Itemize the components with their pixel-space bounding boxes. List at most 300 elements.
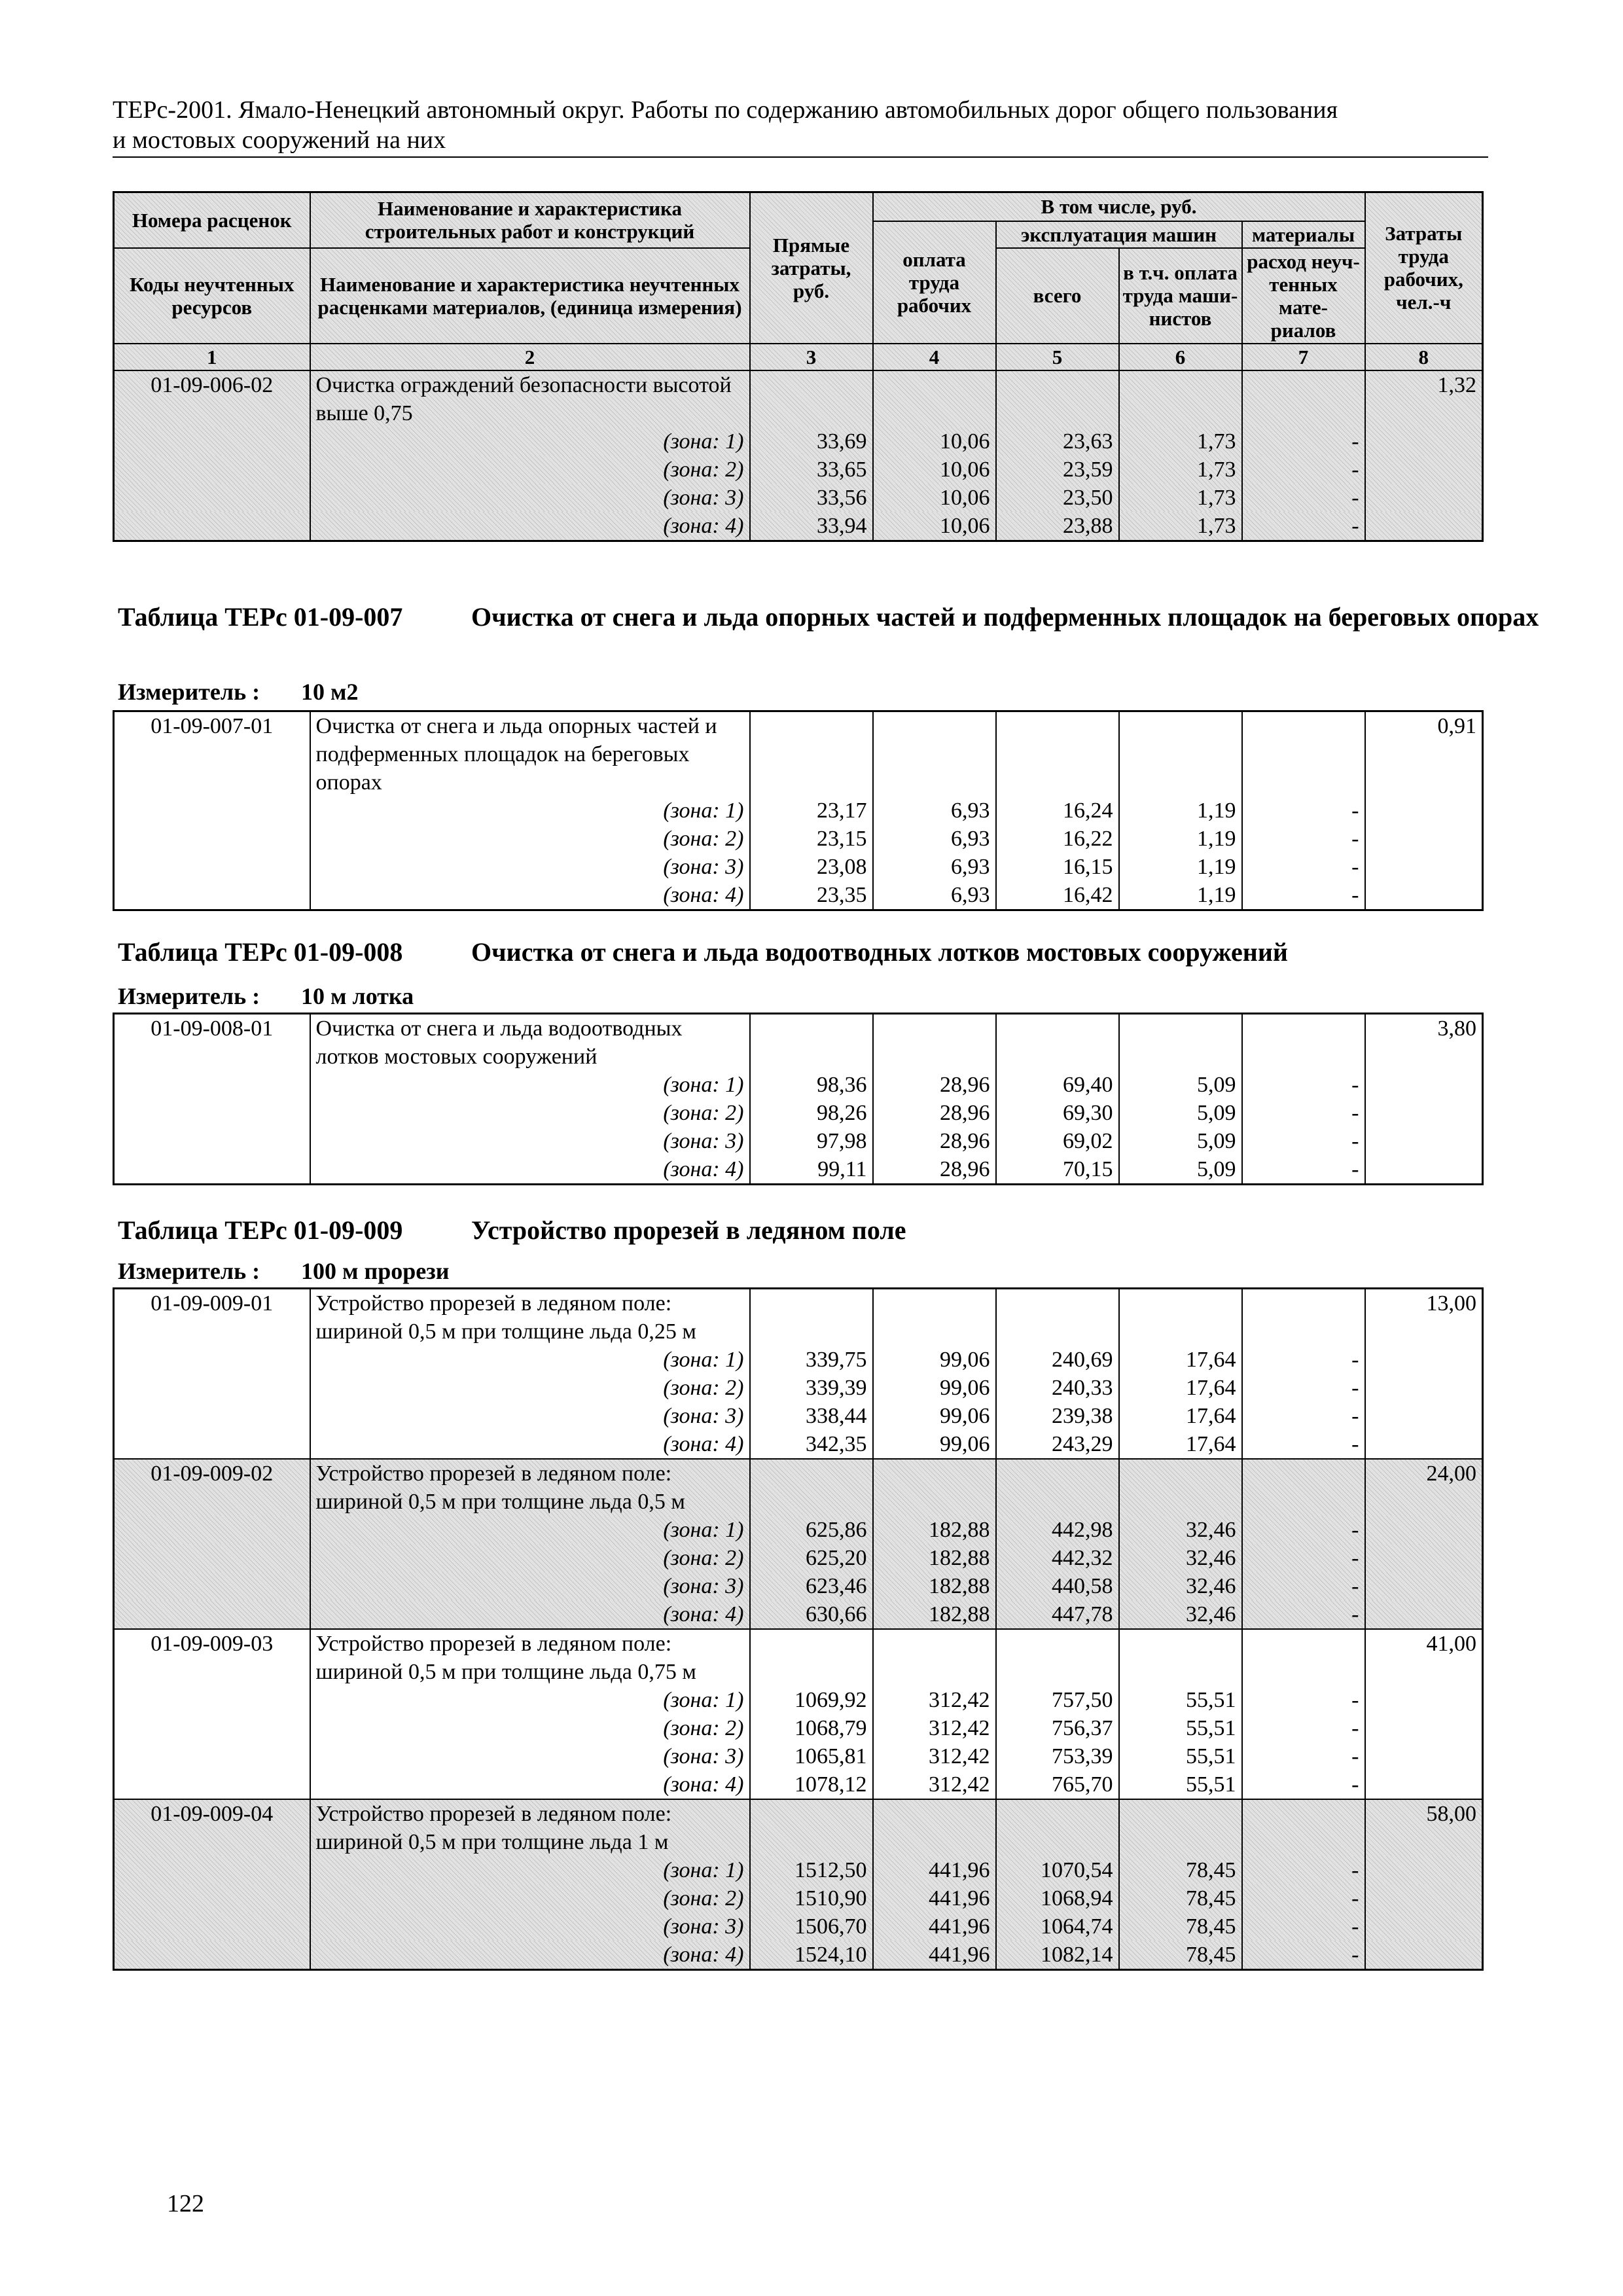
- empty-cell: [1242, 1799, 1365, 1856]
- zone-label: (зона: 2): [310, 456, 750, 484]
- empty-cell: [114, 512, 310, 541]
- empty-cell: [1119, 1799, 1242, 1856]
- empty-cell: [1365, 1402, 1483, 1430]
- empty-cell: [1365, 853, 1483, 881]
- zone-label: (зона: 3): [310, 1402, 750, 1430]
- empty-cell: [114, 825, 310, 853]
- machinists-wages: 78,45: [1119, 1884, 1242, 1912]
- empty-cell: [996, 1459, 1119, 1516]
- materials: -: [1242, 1770, 1365, 1799]
- empty-cell: [114, 1941, 310, 1970]
- zone-label: (зона: 1): [310, 1071, 750, 1099]
- wages: 6,93: [873, 797, 996, 825]
- rate-code: 01-09-008-01: [114, 1014, 310, 1071]
- materials: -: [1242, 427, 1365, 456]
- empty-cell: [1365, 1430, 1483, 1459]
- zone-row: [114, 1346, 1483, 1374]
- wages: 182,88: [873, 1600, 996, 1629]
- materials: -: [1242, 825, 1365, 853]
- direct-cost: 98,26: [750, 1099, 873, 1127]
- empty-cell: [1365, 1600, 1483, 1629]
- zone-label: (зона: 2): [310, 825, 750, 853]
- col-header-machines-group: эксплуатация машин: [996, 221, 1242, 248]
- empty-cell: [873, 711, 996, 797]
- empty-cell: [114, 1884, 310, 1912]
- wages: 10,06: [873, 456, 996, 484]
- wages: 182,88: [873, 1516, 996, 1544]
- machines-total: 756,37: [996, 1714, 1119, 1742]
- rate-name: Устройство прорезей в ледяном поле: шириной 0,5 м при толщине льда 0,75 м: [310, 1629, 750, 1686]
- direct-cost: 623,46: [750, 1572, 873, 1600]
- wages: 28,96: [873, 1071, 996, 1099]
- empty-cell: [1242, 711, 1365, 797]
- machines-total: 753,39: [996, 1742, 1119, 1770]
- materials: -: [1242, 1714, 1365, 1742]
- empty-cell: [114, 1856, 310, 1884]
- table-row: [114, 370, 1483, 427]
- zone-label: (зона: 1): [310, 1856, 750, 1884]
- wages: 6,93: [873, 853, 996, 881]
- empty-cell: [873, 1629, 996, 1686]
- zone-row: [114, 1912, 1483, 1941]
- col-header-direct: Прямые затраты, руб.: [750, 192, 873, 344]
- col-number: 1: [114, 344, 310, 370]
- materials: -: [1242, 1941, 1365, 1970]
- empty-cell: [1365, 1770, 1483, 1799]
- machinists-wages: 78,45: [1119, 1912, 1242, 1941]
- zone-label: (зона: 3): [310, 484, 750, 512]
- empty-cell: [1365, 1856, 1483, 1884]
- empty-cell: [996, 711, 1119, 797]
- zone-row: [114, 881, 1483, 910]
- empty-cell: [114, 1770, 310, 1799]
- direct-cost: 23,08: [750, 853, 873, 881]
- wages: 312,42: [873, 1770, 996, 1799]
- empty-cell: [996, 1289, 1119, 1346]
- labor-cost: 13,00: [1365, 1289, 1483, 1346]
- materials: -: [1242, 1544, 1365, 1572]
- page-header: [113, 95, 1488, 158]
- machines-total: 765,70: [996, 1770, 1119, 1799]
- empty-cell: [1365, 1912, 1483, 1941]
- zone-label: (зона: 4): [310, 1600, 750, 1629]
- machines-total: 447,78: [996, 1600, 1119, 1629]
- machinists-wages: 1,19: [1119, 797, 1242, 825]
- col-header-materials: расход неуч- тенных мате- риалов: [1242, 248, 1365, 344]
- rate-code: 01-09-007-01: [114, 711, 310, 797]
- direct-cost: 338,44: [750, 1402, 873, 1430]
- machines-total: 1082,14: [996, 1941, 1119, 1970]
- empty-cell: [114, 456, 310, 484]
- table-row: [114, 1014, 1483, 1071]
- col-header-codes: Номера расценок: [114, 192, 310, 248]
- wages: 28,96: [873, 1155, 996, 1185]
- col-header-name: Наименование и характеристика строительных работ и конструкций: [310, 192, 750, 248]
- empty-cell: [750, 711, 873, 797]
- empty-cell: [1365, 1544, 1483, 1572]
- machinists-wages: 1,73: [1119, 484, 1242, 512]
- zone-row: [114, 797, 1483, 825]
- empty-cell: [1365, 1884, 1483, 1912]
- materials: -: [1242, 1127, 1365, 1155]
- materials: -: [1242, 1155, 1365, 1185]
- direct-cost: 630,66: [750, 1600, 873, 1629]
- empty-cell: [114, 1572, 310, 1600]
- empty-cell: [996, 1629, 1119, 1686]
- empty-cell: [1365, 456, 1483, 484]
- measure-value: 10 м2: [301, 679, 359, 705]
- direct-cost: 23,17: [750, 797, 873, 825]
- col-header-machines-total: всего: [996, 248, 1119, 344]
- zone-label: (зона: 2): [310, 1544, 750, 1572]
- materials: -: [1242, 456, 1365, 484]
- empty-cell: [114, 427, 310, 456]
- col-number: 7: [1242, 344, 1365, 370]
- labor-cost: 58,00: [1365, 1799, 1483, 1856]
- wages: 441,96: [873, 1912, 996, 1941]
- rate-name: Очистка ограждений безопасности высотой выше 0,75: [310, 370, 750, 427]
- empty-cell: [1365, 1127, 1483, 1155]
- zone-row: [114, 1430, 1483, 1459]
- table-label: Таблица ТЕРс 01-09-007: [118, 602, 403, 632]
- materials: -: [1242, 1856, 1365, 1884]
- empty-cell: [114, 1374, 310, 1402]
- page-number: 122: [167, 2190, 204, 2217]
- zone-row: [114, 1770, 1483, 1799]
- materials: -: [1242, 797, 1365, 825]
- materials: -: [1242, 1402, 1365, 1430]
- direct-cost: 1510,90: [750, 1884, 873, 1912]
- wages: 99,06: [873, 1430, 996, 1459]
- empty-cell: [1365, 1374, 1483, 1402]
- zone-row: [114, 1742, 1483, 1770]
- table-row: [114, 1459, 1483, 1516]
- col-number: 6: [1119, 344, 1242, 370]
- col-header-wages: оплата труда рабочих: [873, 221, 996, 344]
- table-label: Таблица ТЕРс 01-09-009: [118, 1215, 403, 1245]
- table-name: Очистка от снега и льда опорных частей и подферменных площадок на береговых опорах: [471, 602, 1539, 632]
- rates-table: [113, 1287, 1484, 1971]
- zone-row: [114, 427, 1483, 456]
- machines-total: 240,33: [996, 1374, 1119, 1402]
- zone-row: [114, 484, 1483, 512]
- empty-cell: [114, 1155, 310, 1185]
- table-name: Устройство прорезей в ледяном поле: [471, 1215, 906, 1245]
- materials: -: [1242, 1430, 1365, 1459]
- empty-cell: [1365, 1686, 1483, 1714]
- zone-row: [114, 1544, 1483, 1572]
- labor-cost: 0,91: [1365, 711, 1483, 797]
- materials: -: [1242, 484, 1365, 512]
- empty-cell: [1365, 1071, 1483, 1099]
- wages: 182,88: [873, 1572, 996, 1600]
- empty-cell: [1365, 1572, 1483, 1600]
- col-number-row: [114, 344, 1483, 370]
- wages: 182,88: [873, 1544, 996, 1572]
- empty-cell: [1365, 1346, 1483, 1374]
- empty-cell: [1365, 512, 1483, 541]
- zone-label: (зона: 1): [310, 1346, 750, 1374]
- empty-cell: [996, 370, 1119, 427]
- col-header-group: В том числе, руб.: [873, 192, 1365, 221]
- wages: 99,06: [873, 1374, 996, 1402]
- machinists-wages: 5,09: [1119, 1071, 1242, 1099]
- empty-cell: [873, 370, 996, 427]
- machines-total: 16,24: [996, 797, 1119, 825]
- zone-label: (зона: 1): [310, 797, 750, 825]
- wages: 10,06: [873, 512, 996, 541]
- col-header-labor: Затраты труда рабочих, чел.-ч: [1365, 192, 1483, 344]
- wages: 312,42: [873, 1686, 996, 1714]
- zone-row: [114, 512, 1483, 541]
- empty-cell: [114, 1346, 310, 1374]
- materials: -: [1242, 1742, 1365, 1770]
- zone-row: [114, 825, 1483, 853]
- zone-label: (зона: 2): [310, 1099, 750, 1127]
- direct-cost: 339,75: [750, 1346, 873, 1374]
- page-header-line1: ТЕРс-2001. Ямало-Ненецкий автономный округ. Работы по содержанию автомобильных дорог общего пользования: [113, 96, 1338, 124]
- empty-cell: [1119, 370, 1242, 427]
- empty-cell: [1365, 484, 1483, 512]
- machinists-wages: 1,19: [1119, 881, 1242, 910]
- table-label: Таблица ТЕРс 01-09-008: [118, 937, 403, 967]
- direct-cost: 23,35: [750, 881, 873, 910]
- machinists-wages: 1,19: [1119, 825, 1242, 853]
- empty-cell: [873, 1014, 996, 1071]
- rates-table: [113, 710, 1484, 911]
- zone-row: [114, 1071, 1483, 1099]
- empty-cell: [1365, 881, 1483, 910]
- direct-cost: 98,36: [750, 1071, 873, 1099]
- labor-cost: 41,00: [1365, 1629, 1483, 1686]
- col-header-machinists: в т.ч. оплата труда маши- нистов: [1119, 248, 1242, 344]
- measure-value: 100 м прорези: [301, 1258, 450, 1284]
- direct-cost: 99,11: [750, 1155, 873, 1185]
- empty-cell: [114, 1430, 310, 1459]
- materials: -: [1242, 1346, 1365, 1374]
- zone-label: (зона: 3): [310, 1742, 750, 1770]
- zone-label: (зона: 4): [310, 512, 750, 541]
- empty-cell: [1119, 1289, 1242, 1346]
- wages: 312,42: [873, 1714, 996, 1742]
- empty-cell: [1365, 1714, 1483, 1742]
- machines-total: 240,69: [996, 1346, 1119, 1374]
- empty-cell: [114, 1071, 310, 1099]
- zone-row: [114, 1572, 1483, 1600]
- materials: -: [1242, 1884, 1365, 1912]
- machines-total: 440,58: [996, 1572, 1119, 1600]
- empty-cell: [1365, 1516, 1483, 1544]
- direct-cost: 33,69: [750, 427, 873, 456]
- machines-total: 23,50: [996, 484, 1119, 512]
- zone-label: (зона: 1): [310, 427, 750, 456]
- machinists-wages: 55,51: [1119, 1714, 1242, 1742]
- machines-total: 442,32: [996, 1544, 1119, 1572]
- wages: 6,93: [873, 825, 996, 853]
- empty-cell: [1242, 1014, 1365, 1071]
- empty-cell: [114, 1516, 310, 1544]
- table-name: Очистка от снега и льда водоотводных лотков мостовых сооружений: [471, 937, 1288, 967]
- machinists-wages: 1,73: [1119, 427, 1242, 456]
- rates-table: [113, 1013, 1484, 1185]
- wages: 441,96: [873, 1856, 996, 1884]
- zone-label: (зона: 3): [310, 1127, 750, 1155]
- zone-row: [114, 1884, 1483, 1912]
- empty-cell: [114, 1742, 310, 1770]
- empty-cell: [114, 1912, 310, 1941]
- machinists-wages: 17,64: [1119, 1430, 1242, 1459]
- zone-row: [114, 1856, 1483, 1884]
- col-number: 3: [750, 344, 873, 370]
- zone-row: [114, 1402, 1483, 1430]
- zone-row: [114, 1600, 1483, 1629]
- wages: 28,96: [873, 1127, 996, 1155]
- direct-cost: 625,86: [750, 1516, 873, 1544]
- materials: -: [1242, 1600, 1365, 1629]
- machines-total: 1064,74: [996, 1912, 1119, 1941]
- rate-name: Устройство прорезей в ледяном поле: шириной 0,5 м при толщине льда 1 м: [310, 1799, 750, 1856]
- direct-cost: 339,39: [750, 1374, 873, 1402]
- machinists-wages: 17,64: [1119, 1374, 1242, 1402]
- machinists-wages: 1,19: [1119, 853, 1242, 881]
- wages: 10,06: [873, 427, 996, 456]
- empty-cell: [1365, 1941, 1483, 1970]
- empty-cell: [996, 1799, 1119, 1856]
- rate-code: 01-09-009-01: [114, 1289, 310, 1346]
- machinists-wages: 17,64: [1119, 1346, 1242, 1374]
- machines-total: 69,02: [996, 1127, 1119, 1155]
- direct-cost: 1506,70: [750, 1912, 873, 1941]
- machinists-wages: 55,51: [1119, 1742, 1242, 1770]
- empty-cell: [750, 370, 873, 427]
- empty-cell: [114, 1099, 310, 1127]
- machines-total: 1070,54: [996, 1856, 1119, 1884]
- empty-cell: [996, 1014, 1119, 1071]
- table-row: [114, 711, 1483, 797]
- zone-row: [114, 1155, 1483, 1185]
- rate-name: Устройство прорезей в ледяном поле: шириной 0,5 м при толщине льда 0,5 м: [310, 1459, 750, 1516]
- col-number: 8: [1365, 344, 1483, 370]
- materials: -: [1242, 1071, 1365, 1099]
- direct-cost: 33,94: [750, 512, 873, 541]
- direct-cost: 1524,10: [750, 1941, 873, 1970]
- empty-cell: [114, 1402, 310, 1430]
- empty-cell: [1242, 1629, 1365, 1686]
- zone-row: [114, 1374, 1483, 1402]
- wages: 10,06: [873, 484, 996, 512]
- direct-cost: 1065,81: [750, 1742, 873, 1770]
- machines-total: 69,40: [996, 1071, 1119, 1099]
- measure-label: Измеритель :: [118, 679, 260, 705]
- zone-row: [114, 456, 1483, 484]
- direct-cost: 1068,79: [750, 1714, 873, 1742]
- machinists-wages: 78,45: [1119, 1941, 1242, 1970]
- col-header-materials-group: материалы: [1242, 221, 1365, 248]
- machines-total: 442,98: [996, 1516, 1119, 1544]
- empty-cell: [114, 1127, 310, 1155]
- machines-total: 23,59: [996, 456, 1119, 484]
- wages: 441,96: [873, 1884, 996, 1912]
- zone-label: (зона: 3): [310, 853, 750, 881]
- zone-row: [114, 1127, 1483, 1155]
- rate-name: Очистка от снега и льда водоотводных лотков мостовых сооружений: [310, 1014, 750, 1071]
- materials: -: [1242, 1572, 1365, 1600]
- rate-code: 01-09-009-02: [114, 1459, 310, 1516]
- empty-cell: [114, 1600, 310, 1629]
- empty-cell: [750, 1289, 873, 1346]
- zone-label: (зона: 3): [310, 1912, 750, 1941]
- empty-cell: [114, 1714, 310, 1742]
- empty-cell: [1365, 1742, 1483, 1770]
- machines-total: 16,22: [996, 825, 1119, 853]
- machinists-wages: 5,09: [1119, 1155, 1242, 1185]
- wages: 99,06: [873, 1402, 996, 1430]
- measure-label: Измеритель :: [118, 1258, 260, 1284]
- zone-label: (зона: 3): [310, 1572, 750, 1600]
- empty-cell: [1365, 1099, 1483, 1127]
- labor-cost: 3,80: [1365, 1014, 1483, 1071]
- zone-label: (зона: 4): [310, 1430, 750, 1459]
- zone-row: [114, 1516, 1483, 1544]
- labor-cost: 1,32: [1365, 370, 1483, 427]
- empty-cell: [873, 1799, 996, 1856]
- col-number: 4: [873, 344, 996, 370]
- rate-code: 01-09-009-03: [114, 1629, 310, 1686]
- zone-row: [114, 1941, 1483, 1970]
- zone-label: (зона: 4): [310, 1770, 750, 1799]
- empty-cell: [1119, 1014, 1242, 1071]
- zone-label: (зона: 4): [310, 1155, 750, 1185]
- direct-cost: 625,20: [750, 1544, 873, 1572]
- rate-name: Очистка от снега и льда опорных частей и подферменных площадок на береговых опорах: [310, 711, 750, 797]
- zone-row: [114, 1099, 1483, 1127]
- machinists-wages: 55,51: [1119, 1686, 1242, 1714]
- direct-cost: 33,65: [750, 456, 873, 484]
- materials: -: [1242, 1516, 1365, 1544]
- header-table: [113, 191, 1484, 542]
- empty-cell: [1365, 427, 1483, 456]
- rate-code: 01-09-006-02: [114, 370, 310, 427]
- empty-cell: [750, 1014, 873, 1071]
- measure-value: 10 м лотка: [301, 983, 414, 1009]
- machinists-wages: 5,09: [1119, 1099, 1242, 1127]
- machinists-wages: 32,46: [1119, 1544, 1242, 1572]
- materials: -: [1242, 1912, 1365, 1941]
- machines-total: 70,15: [996, 1155, 1119, 1185]
- machines-total: 23,63: [996, 427, 1119, 456]
- labor-cost: 24,00: [1365, 1459, 1483, 1516]
- empty-cell: [873, 1459, 996, 1516]
- empty-cell: [1119, 1459, 1242, 1516]
- empty-cell: [114, 1544, 310, 1572]
- empty-cell: [114, 853, 310, 881]
- col-number: 2: [310, 344, 750, 370]
- machinists-wages: 1,73: [1119, 512, 1242, 541]
- empty-cell: [114, 1686, 310, 1714]
- direct-cost: 97,98: [750, 1127, 873, 1155]
- machines-total: 16,15: [996, 853, 1119, 881]
- materials: -: [1242, 512, 1365, 541]
- machinists-wages: 55,51: [1119, 1770, 1242, 1799]
- materials: -: [1242, 853, 1365, 881]
- machines-total: 69,30: [996, 1099, 1119, 1127]
- zone-row: [114, 1686, 1483, 1714]
- zone-label: (зона: 1): [310, 1686, 750, 1714]
- direct-cost: 1078,12: [750, 1770, 873, 1799]
- zone-label: (зона: 1): [310, 1516, 750, 1544]
- machines-total: 243,29: [996, 1430, 1119, 1459]
- direct-cost: 342,35: [750, 1430, 873, 1459]
